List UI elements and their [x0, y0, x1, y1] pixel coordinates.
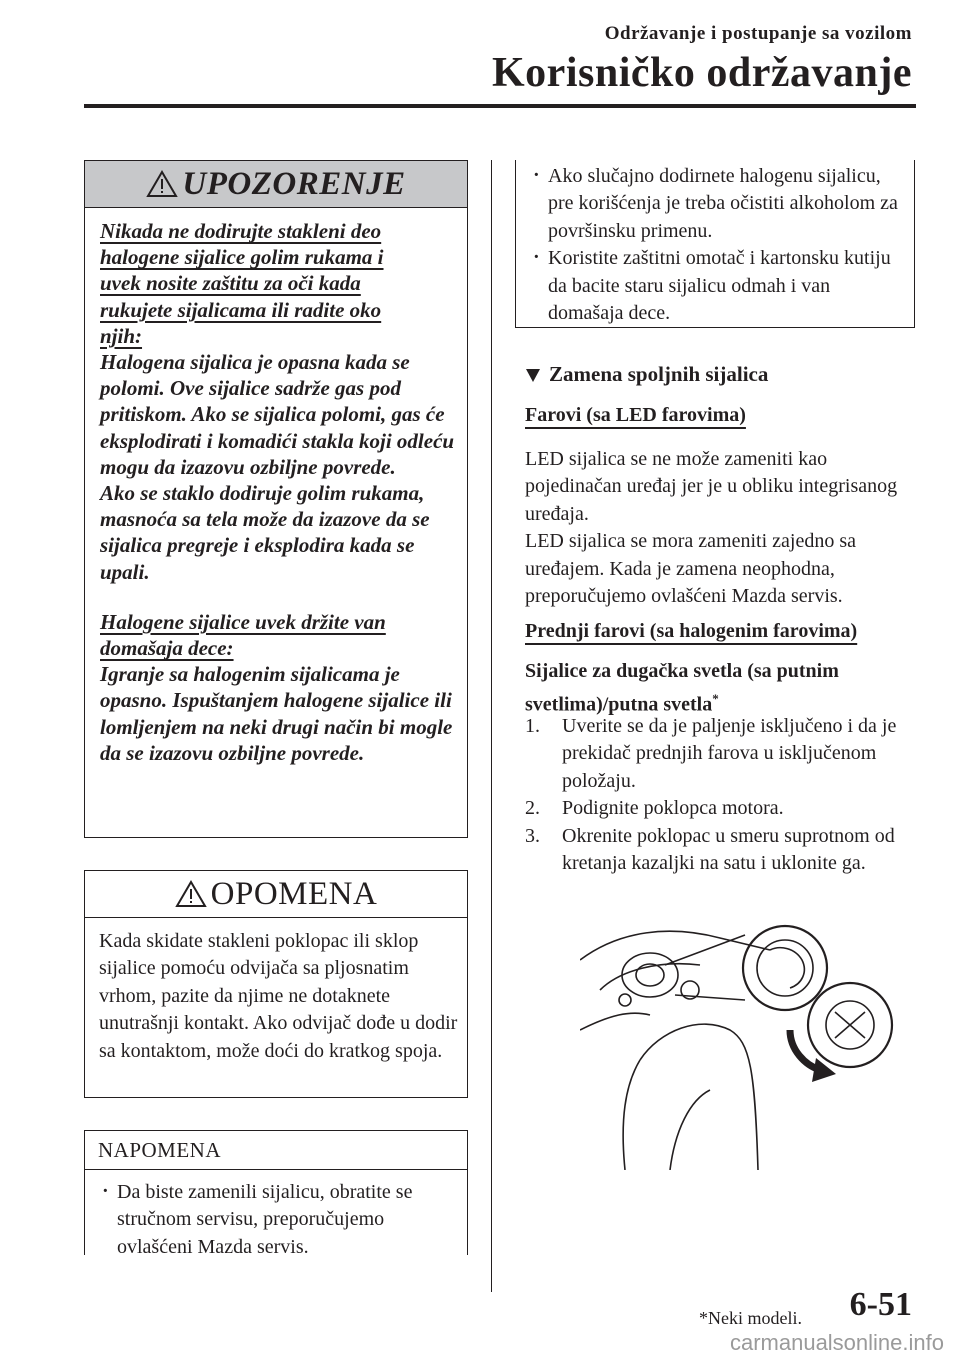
- caution-text: Kada skidate stakleni poklopac ili sklop sijalice pomoću odvijača sa pljosnatim vrhom, pazite da njime ne dotaknete unutrašnji kontakt. Ako odvijač dođe u dodir sa kontaktom, može doći do kratkog spoja.: [99, 930, 458, 1062]
- warning-body: [100, 218, 460, 766]
- note-title: NAPOMENA: [85, 1131, 467, 1170]
- led-paragraph: LED sijalica se ne može zameniti kao pojedinačan uređaj jer je u obliku integrisanog uređaja. LED sijalica se mora zameniti zajedno sa uređajem. Kada je zamena neophodna, preporučujemo ovlašćeni Mazda servis.: [525, 448, 898, 608]
- warning-text-1: Halogena sijalica je opasna kada se polomi. Ove sijalice sadrže gas pod pritiskom. Ako se sijalica polomi, gas će eksplodirati i komadići stakla koji odleću mogu da izazovu ozbiljne povrede.: [100, 350, 455, 479]
- warning-box: [84, 160, 468, 838]
- step-item: 3. Okrenite poklopac u smeru suprotnom od kretanja kazaljki na satu i uklonite ga.: [525, 824, 895, 875]
- step-item: 2. Podignite poklopca motora.: [525, 797, 784, 820]
- note-item: · Koristite zaštitni omotač i kartonsku kutiju da bacite staru sijalicu odmah i van domašaja dece.: [530, 245, 906, 327]
- column-divider: [491, 160, 492, 1292]
- caution-title: OPOMENA: [210, 875, 378, 912]
- subheading-high-beam: Sijalice za dugačka svetla (sa putnim svetlima)/putna svetla*: [525, 660, 839, 717]
- header-rule: [84, 104, 916, 108]
- headlight-cover-illustration: [580, 920, 900, 1170]
- note-item: · Da biste zamenili sijalicu, obratite se stručnom servisu, preporučujemo ovlašćeni Mazda servis.: [99, 1179, 461, 1261]
- warning-title: UPOZORENJE: [182, 165, 406, 202]
- caution-box: [84, 870, 468, 1098]
- section-heading: Zamena spoljnih sijalica: [525, 362, 768, 387]
- warning-text-3: Igranje sa halogenim sijalicama je opasno. Ispuštanjem halogene sijalice ili lomljenjem na neki drugi način bi mogle da se izazovu ozbiljne povrede.: [100, 662, 453, 765]
- warning-text-2: Ako se staklo dodiruje golim rukama, masnoća sa tela može da izazove da se sijalica pregreje i eksplodira kada se upali.: [100, 481, 430, 584]
- warning-heading-1: Nikada ne dodirujte stakleni deo halogene sijalice golim rukama i uvek nosite zaštitu za oči kada rukujete sijalicama ili radite oko njih:: [100, 219, 384, 348]
- note-item: · Ako slučajno dodirnete halogenu sijalicu, pre korišćenja je treba očistiti alkoholom za površinsku primenu.: [530, 163, 906, 245]
- warning-heading-2: Halogene sijalice uvek držite van domašaja dece:: [100, 609, 386, 661]
- running-header-title: Korisničko održavanje: [492, 50, 912, 96]
- note-box: [84, 1130, 468, 1258]
- step-list: [525, 713, 917, 877]
- subheading-halogen: Prednji farovi (sa halogenim farovima): [525, 620, 858, 642]
- page-number: 6-51: [849, 1286, 912, 1323]
- triangle-down-icon: [525, 367, 541, 383]
- warning-header: [85, 161, 467, 208]
- caution-header: [85, 871, 467, 918]
- step-item: 1. Uverite se da je paljenje isključeno i da je prekidač prednjih farova u isključenom položaju.: [525, 715, 897, 792]
- running-header-section: Održavanje i postupanje sa vozilom: [604, 23, 912, 44]
- warning-triangle-icon: [175, 880, 207, 908]
- warning-triangle-icon: [146, 170, 178, 198]
- footnote: *Neki modeli.: [699, 1308, 802, 1328]
- watermark: carmanualsonline.info: [729, 1330, 944, 1355]
- subheading-led: Farovi (sa LED farovima): [525, 404, 746, 426]
- note-box-continued: [515, 160, 915, 328]
